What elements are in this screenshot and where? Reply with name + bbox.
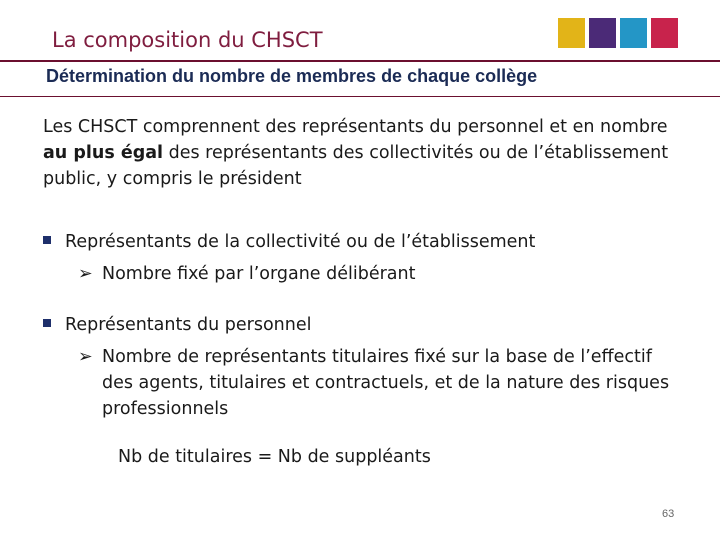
accent-square-yellow xyxy=(558,18,585,48)
arrow-bullet-icon: ➢ xyxy=(78,347,93,367)
sub-bullet-text: Nombre de représentants titulaires fixé sur la base de l’effectif des agents, titulaires et contractuels, et de la nature des risques professionnels xyxy=(102,347,670,419)
square-bullet-icon xyxy=(43,319,51,327)
intro-text-2: des représentants des collectivités ou de l’établissement public, y compris le président xyxy=(43,143,669,189)
arrow-bullet-icon: ➢ xyxy=(78,264,93,284)
intro-text-1: Les CHSCT comprennent des représentants du personnel et en nombre xyxy=(43,117,668,137)
square-bullet-icon xyxy=(43,236,51,244)
sub-bullet-text: Nombre fixé par l’organe délibérant xyxy=(102,264,416,284)
slide-subtitle: Détermination du nombre de membres de chaque collège xyxy=(46,66,538,86)
subtitle-divider xyxy=(0,96,720,97)
accent-square-red xyxy=(651,18,678,48)
title-divider xyxy=(0,60,720,62)
sub-bullet-personnel xyxy=(78,344,678,422)
bullet-collectivite xyxy=(43,229,535,255)
intro-paragraph xyxy=(43,114,693,192)
page-number: 63 xyxy=(662,508,675,520)
sub-bullet-collectivite xyxy=(78,261,678,287)
bullet-label: Représentants du personnel xyxy=(65,315,312,335)
slide-title: La composition du CHSCT xyxy=(52,28,323,52)
intro-emphasis: au plus égal xyxy=(43,143,164,163)
accent-square-blue xyxy=(620,18,647,48)
accent-square-purple xyxy=(589,18,616,48)
formula-text: Nb de titulaires = Nb de suppléants xyxy=(118,447,431,467)
bullet-personnel xyxy=(43,312,312,338)
bullet-label: Représentants de la collectivité ou de l’établissement xyxy=(65,232,536,252)
